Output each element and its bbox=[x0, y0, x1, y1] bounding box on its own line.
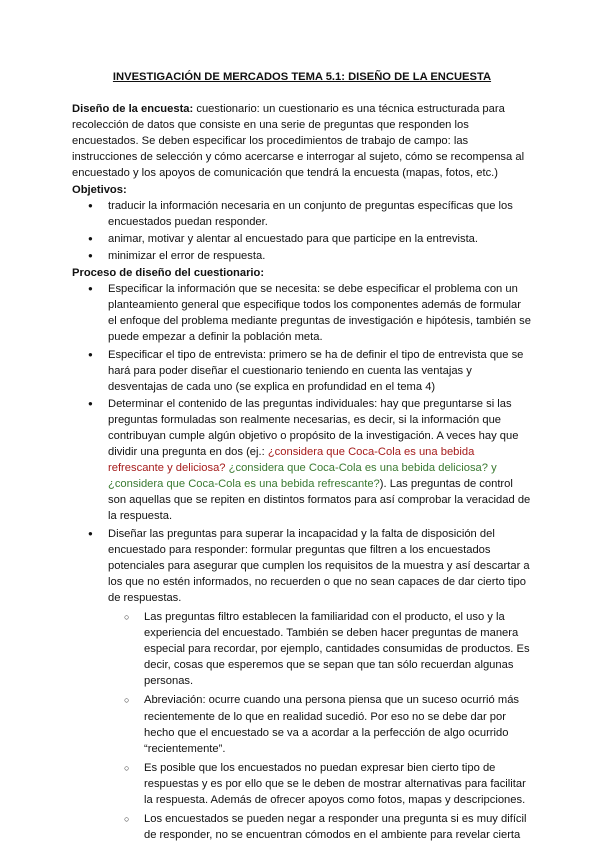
sub-item-2: ○ Abreviación: ocurre cuando una persona piensa que un suceso ocurrió más recientemente de lo que en realidad sucedió. Por eso no se debe dar por hecho que el encuestado se va a acordar a la perfección de algo ocurrido “recientemente”. bbox=[108, 692, 532, 756]
objetivo-item-3: ● minimizar el error de respuesta. bbox=[72, 248, 532, 264]
sub-item-4: ○ Los encuestados se pueden negar a responder una pregunta si es muy difícil de responder, no se encuentran cómodos en el ambiente para revelar cierta bbox=[108, 811, 532, 843]
proceso-item-4-sublist bbox=[108, 609, 532, 843]
example-combined-question: ¿considera que Coca-Cola es una bebida refrescante y deliciosa? bbox=[108, 446, 475, 475]
document-title: INVESTIGACIÓN DE MERCADOS TEMA 5.1: DISEÑO DE LA ENCUESTA bbox=[112, 71, 492, 83]
objetivos-heading: Objetivos: bbox=[72, 183, 127, 196]
proceso-item-2: ● Especificar el tipo de entrevista: primero se ha de definir el tipo de entrevista que se hará para poder diseñar el cuestionario teniendo en cuenta las ventajas y desventajas de cada uno (se explica en profundidad en el tema 4) bbox=[72, 347, 532, 395]
sub-item-1: ○ Las preguntas filtro establecen la familiaridad con el producto, el uso y la experiencia del encuestado. También se deben hacer preguntas de manera especial para recordar, por ejemplo, cantidades consumidas de productos. Es decir, cosas que esperemos que se sepan que tan sólo recuerdan algunas personas. bbox=[108, 609, 532, 689]
intro-label: Diseño de la encuesta: bbox=[72, 103, 194, 116]
sub-item-3: ○ Es posible que los encuestados no puedan expresar bien cierto tipo de respuestas y es por ello que se le deben de mostrar alternativas para facilitar la respuesta. Además de ofrecer apoyos como fotos, mapas y descripciones. bbox=[108, 760, 532, 808]
proceso-item-3 bbox=[72, 396, 532, 525]
intro-paragraph bbox=[72, 101, 532, 181]
proceso-list bbox=[72, 281, 532, 843]
objetivo-item-2: ● animar, motivar y alentar al encuestado para que participe en la entrevista. bbox=[72, 231, 532, 247]
proceso-item-3-text-a: Determinar el contenido de las preguntas individuales: hay que preguntarse si las preguntas formuladas son realmente necesarias, es decir, si la información que contribuyan cumple algún objetivo o propósito de la investigación. A veces hay que dividir una pregunta en dos (ej.: bbox=[108, 397, 519, 459]
intro-text: cuestionario: un cuestionario es una técnica estructurada para recolección de datos que consiste en una serie de preguntas que responden los encuestados. Se deben especificar los procedimientos de trabajo de campo: las instrucciones de selección y cómo acercarse e interrogar al sujeto, cómo se recompensa al encuestado y los apoyos de comunicación que tendrá la encuesta (mapas, fotos, etc.) bbox=[72, 103, 525, 180]
proceso-item-4-text: Diseñar las preguntas para superar la incapacidad y la falta de disposición del encuestado para responder: formular preguntas que filtren a los encuestados potenciales para asegurar que cumplen los requisitos de la muestra y así descartar a los que no estén informados, no recuerden o que no sean capaces de dar cierto tipo de respuestas. bbox=[108, 527, 530, 604]
proceso-item-1: ● Especificar la información que se necesita: se debe especificar el problema con un planteamiento general que especifique todos los componentes además de formular el enfoque del problema mediante preguntas de investigación e hipótesis, también se puede empezar a definir la población meta. bbox=[72, 281, 532, 345]
objetivos-list bbox=[72, 198, 532, 264]
document-content bbox=[72, 69, 532, 846]
proceso-item-4 bbox=[72, 526, 532, 844]
objetivo-item-1: ● traducir la información necesaria en un conjunto de preguntas específicas que los encuestados puedan responder. bbox=[72, 198, 532, 230]
proceso-item-3-text-c: ). Las preguntas de control son aquellas que se repiten en distintos formatos para así comprobar la veracidad de la respuesta. bbox=[108, 478, 531, 523]
example-split-questions: ¿considera que Coca-Cola es una bebida deliciosa? y ¿considera que Coca-Cola es una bebida refrescante? bbox=[108, 462, 497, 491]
proceso-heading: Proceso de diseño del cuestionario: bbox=[72, 267, 265, 280]
